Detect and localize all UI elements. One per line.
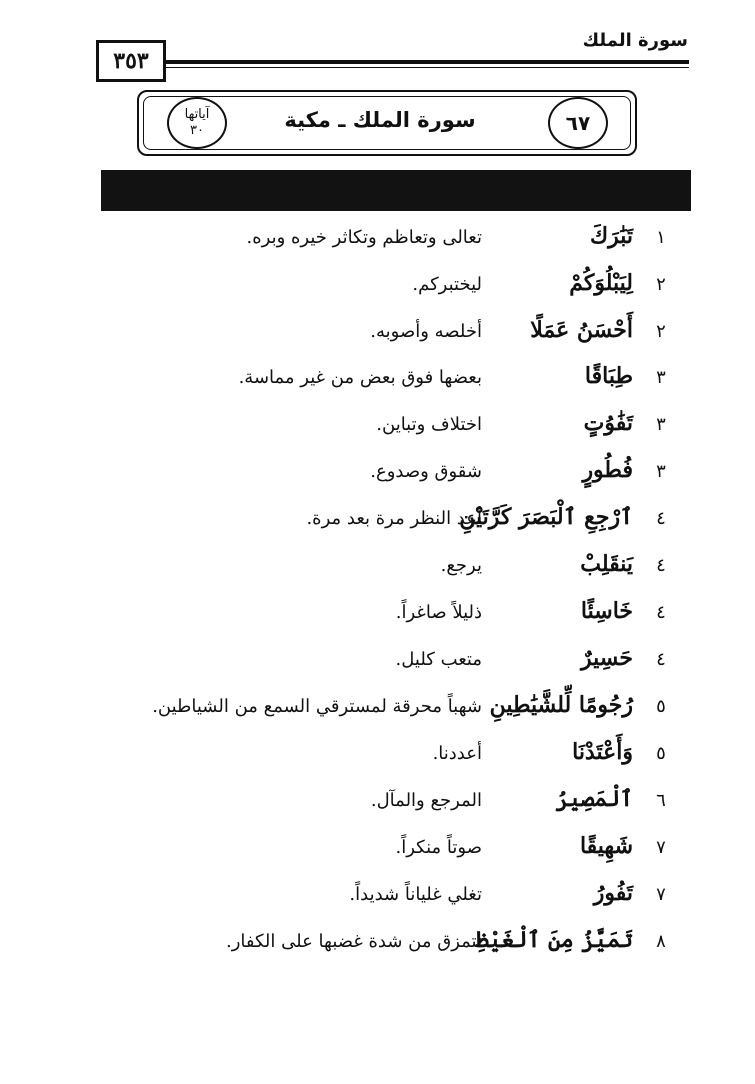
word-meaning: شقوق وصدوع. [370, 461, 482, 482]
header-rule-thick [166, 60, 689, 64]
list-item [0, 690, 755, 730]
list-item [0, 549, 755, 589]
word-meaning: ذليلاً صاغراً. [395, 602, 482, 623]
list-item [0, 221, 755, 261]
verse-number: ٥ [656, 696, 666, 717]
quran-word: فُطُورٍ [582, 457, 633, 483]
list-item [0, 831, 755, 871]
list-item [0, 502, 755, 542]
list-item [0, 455, 755, 495]
quran-word: تَفُورُ [593, 880, 633, 906]
header-rule-thin [166, 67, 689, 68]
quran-word: خَاسِئًا [580, 598, 633, 624]
verse-number: ٣ [656, 367, 666, 388]
verses-count-badge [167, 97, 227, 149]
verse-number: ٥ [656, 743, 666, 764]
surah-title: سورة الملك ـ مكية [284, 108, 476, 132]
list-item [0, 361, 755, 401]
verses-label: آياتها [184, 107, 210, 122]
quran-word: تَفَٰوُتٍ [583, 410, 633, 436]
verse-number: ٢ [656, 274, 666, 295]
quran-word: تَمَيَّزُ مِنَ ٱلْغَيْظِ [475, 927, 633, 953]
verse-number: ٤ [656, 508, 666, 529]
list-item [0, 315, 755, 355]
quran-word: تَبَٰرَكَ [589, 223, 633, 249]
quran-word: رُجُومًا لِّلشَّيَٰطِينِ [489, 692, 633, 718]
word-meaning: أعددنا. [432, 743, 482, 764]
list-item [0, 737, 755, 777]
verse-number: ٣ [656, 461, 666, 482]
quran-word: طِبَاقًا [584, 363, 633, 389]
verse-number: ١ [656, 227, 666, 248]
word-meaning: شهباً محرقة لمسترقي السمع من الشياطين. [152, 696, 482, 717]
list-item [0, 408, 755, 448]
verse-number: ٧ [656, 884, 666, 905]
verse-number: ٤ [656, 555, 666, 576]
surah-number: ٦٧ [565, 111, 591, 135]
quran-word: ٱرْجِعِ ٱلْبَصَرَ كَرَّتَيْنِ [459, 504, 633, 530]
quran-word: وَأَعْتَدْنَا [572, 739, 633, 765]
list-item [0, 596, 755, 636]
word-meaning: تغلي غلياناً شديداً. [349, 884, 482, 905]
quran-word: ٱلْمَصِيرُ [555, 786, 633, 812]
quran-word: حَسِيرٌ [580, 645, 633, 671]
quran-word: لِيَبْلُوَكُمْ [569, 270, 633, 296]
list-item [0, 878, 755, 918]
word-meaning: تعالى وتعاظم وتكاثر خيره وبره. [246, 227, 482, 248]
quran-word: يَنقَلِبْ [580, 551, 633, 577]
verse-number: ٢ [656, 321, 666, 342]
word-meaning: بعضها فوق بعض من غير مماسة. [238, 367, 482, 388]
verses-count: ٣٠ [190, 123, 204, 138]
verse-number: ٦ [656, 790, 666, 811]
word-meaning: ليختبركم. [412, 274, 482, 295]
surah-number-badge [548, 97, 608, 149]
quran-word: أَحْسَنُ عَمَلًا [530, 317, 633, 343]
quran-word: شَهِيقًا [579, 833, 633, 859]
word-meaning: متعب كليل. [395, 649, 482, 670]
list-item [0, 643, 755, 683]
word-meaning: أخلصه وأصوبه. [370, 321, 482, 342]
word-meaning: اختلاف وتباين. [376, 414, 482, 435]
verse-number: ٤ [656, 602, 666, 623]
verse-number: ٧ [656, 837, 666, 858]
word-meaning: صوتاً منكراً. [395, 837, 482, 858]
verse-number: ٤ [656, 649, 666, 670]
running-header-surah-name: سورة الملك [582, 30, 688, 51]
verse-number: ٨ [656, 931, 666, 952]
verse-number: ٣ [656, 414, 666, 435]
list-item [0, 925, 755, 965]
black-banner [101, 170, 691, 211]
word-meaning: يرجع. [440, 555, 482, 576]
word-meaning: أعِد النظر مرة بعد مرة. [306, 508, 482, 529]
list-item [0, 784, 755, 824]
list-item [0, 268, 755, 308]
word-meaning: المرجع والمآل. [370, 790, 482, 811]
page-number: ٣٥٣ [96, 40, 166, 82]
word-meaning: تتمزق من شدة غضبها على الكفار. [225, 931, 482, 952]
